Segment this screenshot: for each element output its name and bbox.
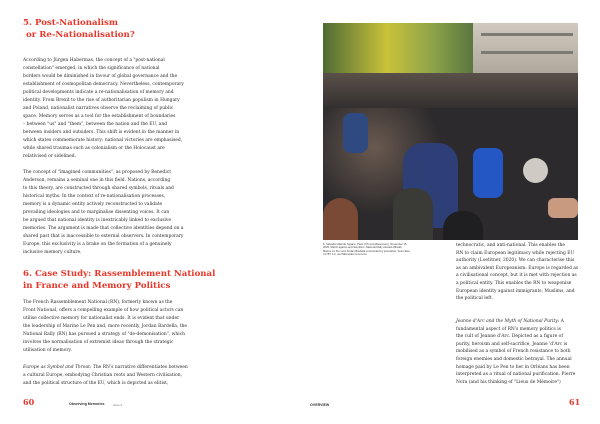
text-line: a political entity. This enables the RN to weaponise [456, 280, 572, 286]
text-line: authority (Loetitner, 2020). We can characterise this [456, 258, 575, 264]
text-line: political developments indicate a re-nationalisation of memory and [23, 90, 174, 95]
heading-line: or Re-Nationalisation? [23, 30, 135, 40]
text-line: utilisation of memory. [23, 348, 72, 353]
footer-issue: Issue 9 [113, 403, 123, 407]
text-line: and the political structure of the EU, which is depicted as elitist, [23, 381, 169, 386]
text-line: the leadership of Marine Le Pen and, more recently, Jordan Bardella, the [23, 324, 188, 329]
text-line: between insiders and outsiders. This shift is evident in the manner in [23, 130, 180, 135]
page-number: 61 [569, 397, 581, 407]
text-line: involves the normalisation of extremist ideas through the strategic [23, 340, 174, 345]
heading-line: in France and Memory Politics [23, 281, 171, 291]
text-line: Anderson, remains a seminal one in this field. Nations, according [23, 178, 171, 183]
text-line: constellation" emerged, in which the significance of national [23, 66, 160, 71]
text-line: memory is a dynamic entity actively reconstructed to validate [23, 202, 163, 207]
right-column-paragraph-2 [456, 318, 564, 326]
heading-section-5 [23, 17, 135, 41]
paragraph-4 [23, 364, 188, 388]
text-line: utilise collective memory for nationalist ends. It is evident that under [23, 316, 180, 321]
text-line: The French Rassemblement National (RN), formerly known as the [23, 300, 173, 305]
text-line: Nora (and his thinking of "Lieux de Mémoire") [456, 379, 561, 385]
paragraph-2 [23, 169, 183, 257]
text-line: memories. The argument is made that collective identities depend on a [23, 226, 184, 231]
text-line: a civilisational concept, but it is met with rejection as [456, 273, 577, 279]
text-line: Front National, offers a compelling example of how political actors can [23, 308, 184, 313]
text-line: shared past that is inaccessible to external observers. In contemporary [23, 234, 184, 239]
footer-section: OVERVIEW [310, 403, 330, 407]
text-line: relativised or sidelined. [23, 154, 77, 159]
text-line: fundamental aspect of RN's memory politics is [456, 326, 561, 332]
text-line: identity. From Brexit to the rise of authoritarian populism in Hungary [23, 98, 180, 103]
heading-line: 6. Case Study: Rassemblement National [23, 269, 216, 279]
paragraph-1 [23, 57, 184, 161]
text-line: space. Memory serves as a tool for the establishment of boundaries [23, 114, 176, 119]
text-line: while shared traumas such as colonialism or the Holocaust are [23, 146, 165, 151]
text-line: and Poland, nationalist narratives observe the reclaiming of public [23, 106, 174, 111]
text-line: The concept of "imagined communities", as proposed by Benedict [23, 170, 172, 175]
text-line: establishment of cosmopolitan democracy. Nevertheless, contemporary [23, 82, 184, 87]
right-column-paragraph-2-body [456, 326, 575, 387]
text-line: mobilised as a symbol of French resistance to both [456, 349, 571, 355]
text-line: RN to claim European legitimacy while rejecting EU [456, 250, 575, 256]
text-line: The RN's narrative differentiates between [91, 365, 188, 370]
text-line: foreign enemies and domestic betrayal. The annual [456, 356, 572, 362]
footer-title: Observing Memories [69, 402, 105, 406]
paragraph-lead: Jeanne d'Arc and the Myth of National Purity: [456, 319, 560, 324]
crowd-photo [323, 23, 578, 240]
text-line: interpreted as a ritual of national purification. Pierre [456, 372, 576, 378]
text-line: the political left. [456, 296, 494, 302]
text-line: A [559, 319, 564, 324]
text-line: to this theory, are constructed through shared symbols, rituals and [23, 186, 174, 191]
text-line: purity, heroism and self-sacrifice, Jeanne 'd'Arc is [456, 341, 568, 347]
photo-caption: 5. Salvador Allende Square, Paris (7th arrondissement), November 15, 2025. March against anti-Semitism. National Rally elected officials, Marine Le Pen and Jordan Bardella surrounded by journalists. Siren Elen, CC BY 4.0, via Wikimedia Commons [323, 243, 411, 257]
text-line: be argued that national identity is inextricably linked to exclusive [23, 218, 172, 223]
text-line: the cult of Jeanne d'Arc. Depicted as a figure of [456, 334, 563, 340]
text-line: National Rally (RN) has pursued a strategy of "de-demonisation", which [23, 332, 186, 337]
text-line: inclusive memory culture. [23, 250, 82, 255]
heading-section-6 [23, 268, 215, 292]
text-line: a cultural Europe, embodying Christian roots and Western civilisation, [23, 373, 182, 378]
text-line: homage paid by Le Pen to her in Orléans has been [456, 364, 570, 370]
text-line: – between "us" and "them", between the nation and the EU, and [23, 122, 168, 127]
right-column-paragraph-1 [456, 242, 578, 303]
page-number: 60 [23, 397, 35, 407]
text-line: European identity against immigrants, Muslims, and [456, 288, 575, 294]
text-line: technocratic, and anti-national. This enables the [456, 243, 566, 248]
paragraph-3 [23, 299, 187, 355]
text-line: historical myths. In the context of re-nationalisation processes, [23, 194, 166, 199]
text-line: prevailing ideologies and to marginalise dissenting voices. It can [23, 210, 170, 215]
heading-line: 5. Post-Nationalism [23, 18, 118, 28]
text-line: as an ambivalent Europeanism: Europe is regarded as [456, 265, 579, 271]
text-line: Europe, this exclusivity is a brake on the formation of a genuinely [23, 242, 172, 247]
text-line: borders would be diminished in favour of global governance and the [23, 74, 178, 79]
text-line: According to Jürgen Habermas, the concept of a "post-national [23, 58, 165, 63]
text-line: which states commemorate history: national victories are emphasised, [23, 138, 183, 143]
paragraph-4-lead: Europe as Symbol and Threat: [23, 365, 92, 370]
